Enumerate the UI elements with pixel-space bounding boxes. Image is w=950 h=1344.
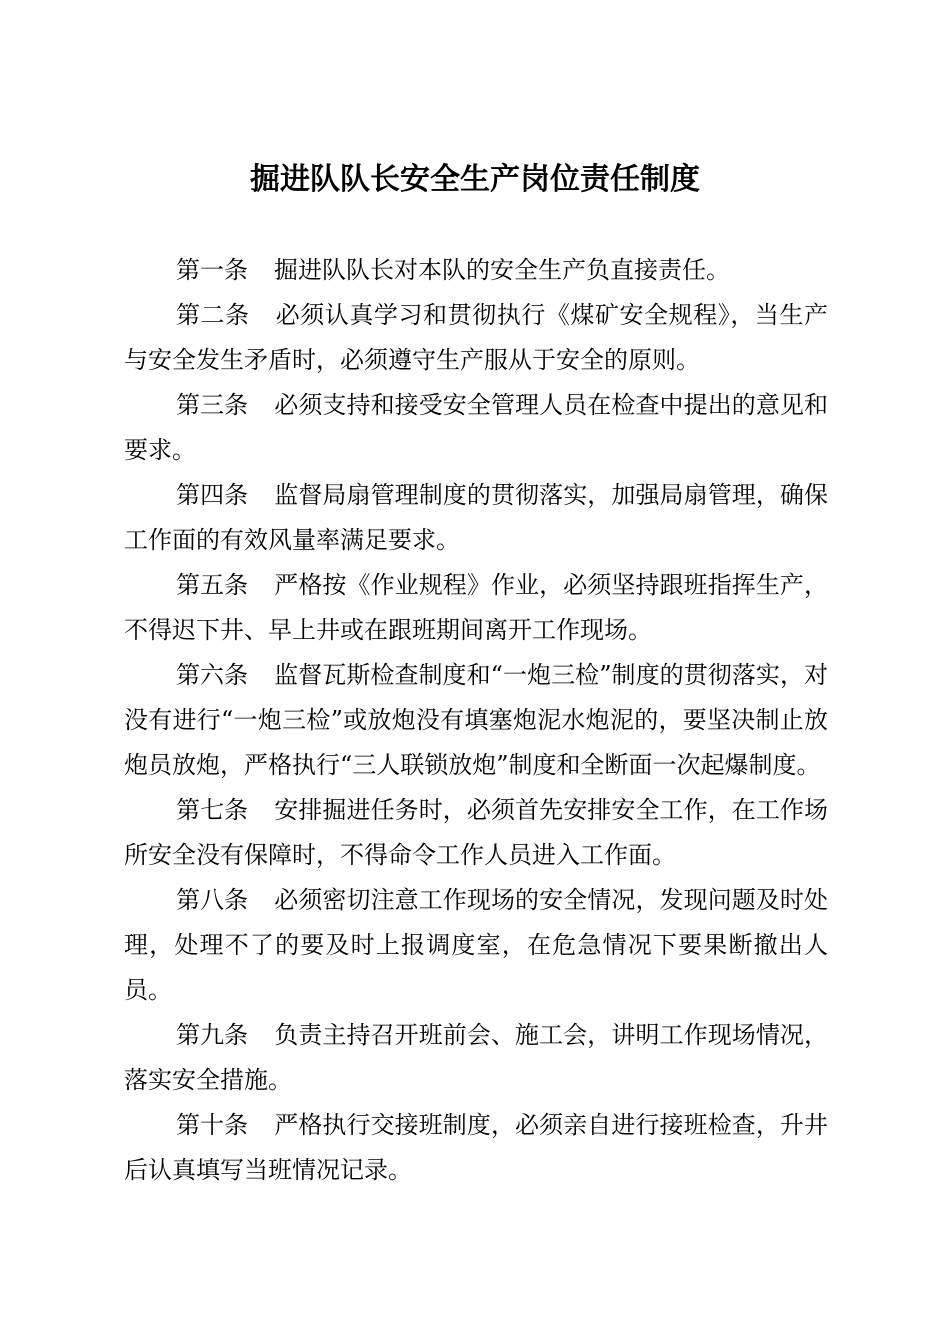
- article-label: 第十条: [176, 1111, 249, 1139]
- article-label: 第九条: [176, 1021, 249, 1049]
- article-label: 第二条: [176, 301, 250, 329]
- document-title: 掘进队队长安全生产岗位责任制度: [250, 162, 700, 197]
- article-label: 第五条: [176, 571, 249, 599]
- article-label: 第六条: [176, 661, 249, 689]
- article-text: 严格按《作业规程》作业，必须坚持跟班指挥生产，不得迟下井、早上井或在跟班期间离开工作现场。: [124, 571, 829, 644]
- article-label: 第八条: [176, 886, 249, 914]
- article-5: [124, 563, 828, 653]
- article-3: [124, 383, 828, 473]
- article-text: 严格执行交接班制度，必须亲自进行接班检查，升井后认真填写当班情况记录。: [124, 1111, 829, 1184]
- article-label: 第三条: [176, 391, 249, 419]
- document-body: [124, 248, 828, 1193]
- article-9: [124, 1013, 828, 1103]
- article-label: 第四条: [176, 481, 249, 509]
- article-text: 安排掘进任务时，必须首先安排安全工作，在工作场所安全没有保障时，不得命令工作人员进入工作面。: [124, 796, 829, 869]
- article-4: [124, 473, 828, 563]
- article-label: 第一条: [176, 256, 248, 284]
- article-text: 监督瓦斯检查制度和“一炮三检”制度的贯彻落实，对没有进行“一炮三检”或放炮没有填塞炮泥水炮泥的，要坚决制止放炮员放炮，严格执行“三人联锁放炮”制度和全断面一次起爆制度。: [124, 661, 828, 779]
- article-7: [124, 788, 828, 878]
- article-10: [124, 1103, 828, 1193]
- article-2: [124, 293, 828, 383]
- article-1: [124, 248, 828, 293]
- article-text: 必须密切注意工作现场的安全情况，发现问题及时处理，处理不了的要及时上报调度室，在危急情况下要果断撤出人员。: [124, 886, 829, 1004]
- article-6: [124, 653, 828, 788]
- article-8: [124, 878, 828, 1013]
- article-text: 掘进队队长对本队的安全生产负直接责任。: [274, 256, 730, 284]
- article-text: 监督局扇管理制度的贯彻落实，加强局扇管理，确保工作面的有效风量率满足要求。: [124, 481, 829, 554]
- article-text: 必须认真学习和贯彻执行《煤矿安全规程》，当生产与安全发生矛盾时，必须遵守生产服从于安全的原则。: [124, 301, 829, 374]
- article-label: 第七条: [176, 796, 249, 824]
- article-text: 必须支持和接受安全管理人员在检查中提出的意见和要求。: [124, 391, 829, 464]
- article-text: 负责主持召开班前会、施工会，讲明工作现场情况，落实安全措施。: [124, 1021, 829, 1094]
